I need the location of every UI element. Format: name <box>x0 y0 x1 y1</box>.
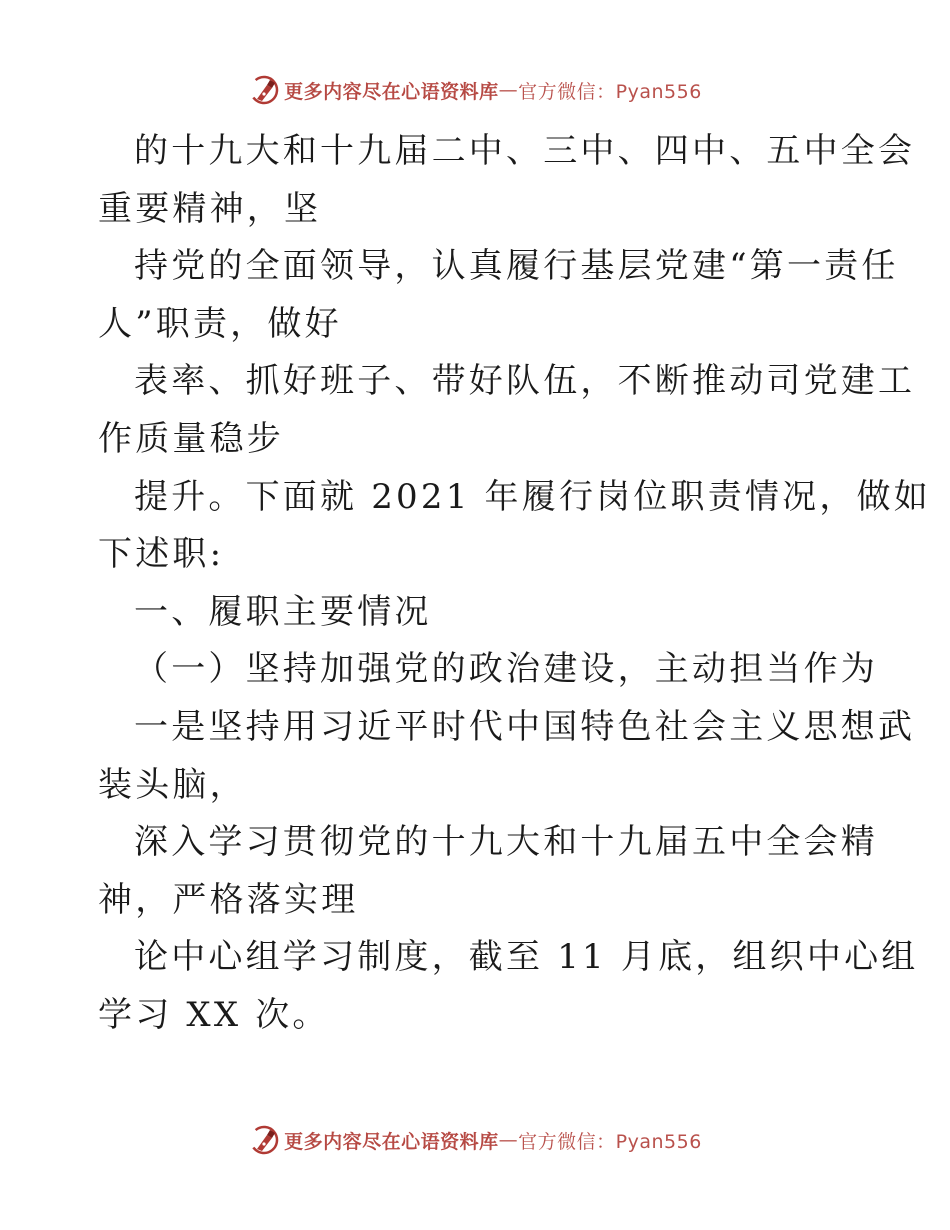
watermark-wechat-text: 官方微信：Pyan556 <box>518 80 702 103</box>
section-heading: 一、履职主要情况 <box>134 591 432 632</box>
subsection-heading: （一）坚持加强党的政治建设，主动担当作为 <box>134 649 878 690</box>
text-line: 学习 XX 次。 <box>98 994 330 1035</box>
text-line: 下述职: <box>98 534 225 575</box>
text-line: 神，严格落实理 <box>98 879 359 920</box>
watermark-brand-text: 更多内容尽在心语资料库 <box>284 1130 499 1153</box>
footer-watermark <box>0 1120 950 1160</box>
text-line: 表率、抓好班子、带好队伍，不断推动司党建工 <box>134 361 916 402</box>
header-watermark <box>0 70 950 110</box>
document-body <box>98 123 931 1045</box>
watermark-separator: — <box>498 1129 519 1151</box>
text-line: 作质量稳步 <box>98 418 284 459</box>
text-line: 深入学习贯彻党的十九大和十九届五中全会精 <box>134 822 878 863</box>
watermark-separator: — <box>498 79 519 101</box>
text-line: 一是坚持用习近平时代中国特色社会主义思想武 <box>134 706 916 747</box>
text-line: 的十九大和十九届二中、三中、四中、五中全会 <box>134 131 916 171</box>
watermark-wechat-text: 官方微信：Pyan556 <box>518 1130 702 1153</box>
text-line: 人”职责，做好 <box>98 303 342 344</box>
text-line: 重要精神，坚 <box>98 188 322 229</box>
pen-nib-logo-icon <box>248 1124 280 1156</box>
pen-nib-logo-icon <box>248 74 280 106</box>
text-line: 提升。下面就 2021 年履行岗位职责情况，做如 <box>134 476 931 517</box>
text-line: 持党的全面领导，认真履行基层党建“第一责任 <box>134 246 899 287</box>
text-line: 论中心组学习制度，截至 11 月底，组织中心组 <box>134 937 919 978</box>
text-line: 装头脑， <box>98 764 247 805</box>
watermark-brand-text: 更多内容尽在心语资料库 <box>284 80 499 103</box>
